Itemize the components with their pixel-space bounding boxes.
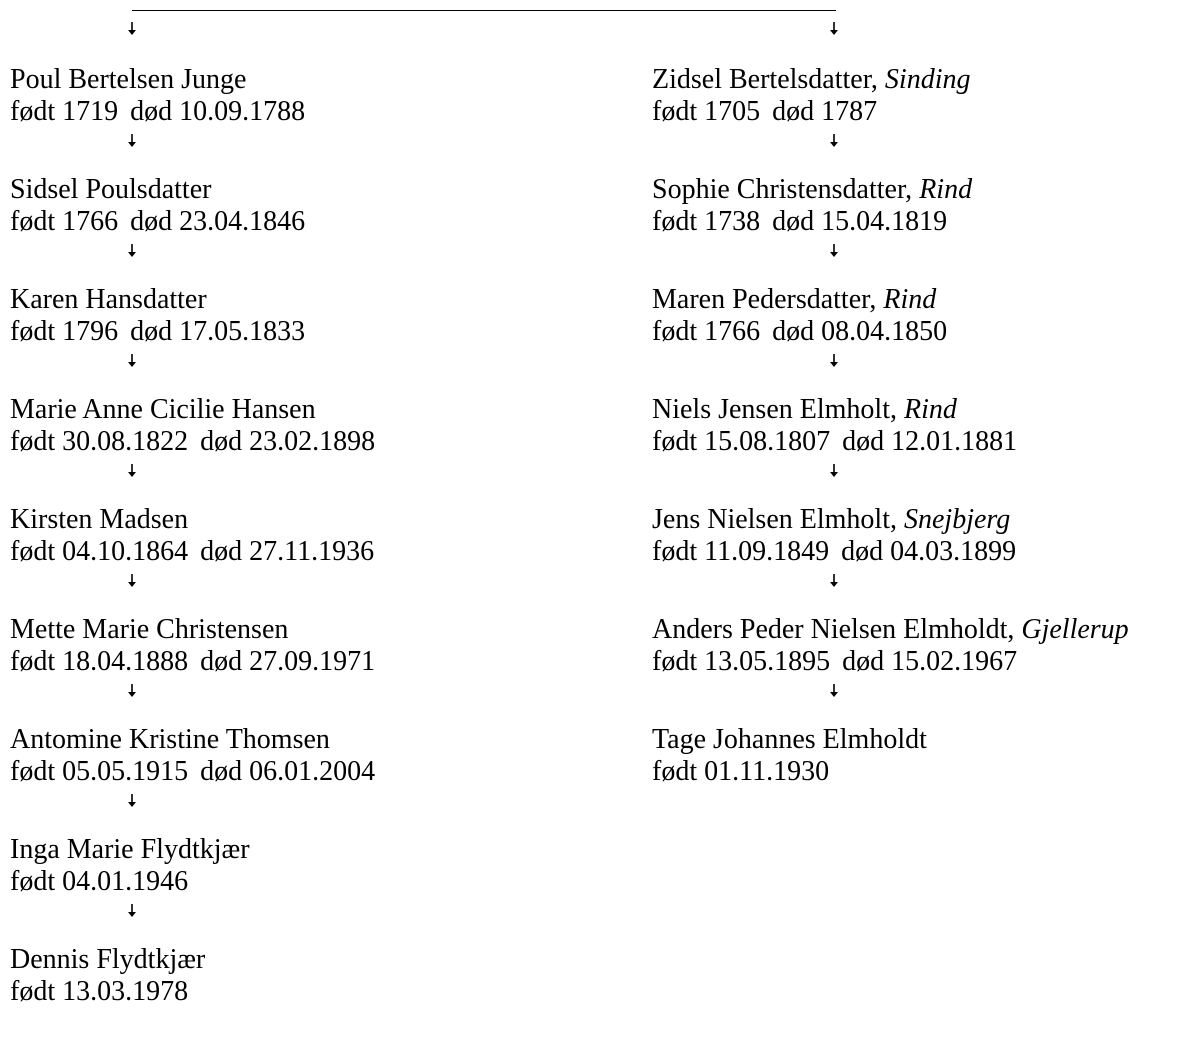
person-name-line [10, 174, 375, 206]
person-entry [10, 394, 375, 504]
person-name-line [10, 724, 375, 756]
death-label: død [200, 536, 243, 567]
birth-label: født [10, 206, 56, 237]
person-entry [652, 174, 1129, 284]
person-entry [10, 504, 375, 614]
person-dates-line [652, 316, 1129, 348]
left-lineage-column [10, 64, 375, 1054]
death-label: død [841, 536, 884, 567]
birth-label: født [652, 316, 698, 347]
person-entry [10, 944, 375, 1054]
down-arrow-icon [126, 794, 138, 808]
person-place: Gjellerup [1021, 614, 1129, 645]
down-arrow-icon [126, 134, 138, 148]
person-entry [652, 64, 1129, 174]
birth-date: 11.09.1849 [704, 536, 830, 567]
birth-date: 05.05.1915 [62, 756, 189, 787]
birth-date: 1738 [704, 206, 761, 237]
death-label: død [842, 646, 885, 677]
death-date: 27.11.1936 [249, 536, 375, 567]
person-dates-line [10, 316, 375, 348]
death-date: 08.04.1850 [821, 316, 948, 347]
person-dates-line [652, 536, 1129, 568]
person-entry [10, 64, 375, 174]
birth-label: født [10, 646, 56, 677]
down-arrow-icon [126, 22, 138, 36]
birth-label: født [652, 756, 698, 787]
person-dates-line [10, 536, 375, 568]
down-arrow-icon [126, 244, 138, 258]
birth-date: 18.04.1888 [62, 646, 189, 677]
death-label: død [130, 206, 173, 237]
birth-label: født [652, 426, 698, 457]
birth-date: 04.10.1864 [62, 536, 189, 567]
death-label: død [772, 96, 815, 127]
person-name: Maren Pedersdatter, [652, 284, 877, 315]
person-entry [10, 614, 375, 724]
death-date: 06.01.2004 [249, 756, 376, 787]
person-dates-line [10, 96, 375, 128]
person-entry [652, 724, 1129, 834]
person-dates-line [10, 206, 375, 238]
person-name-line [652, 614, 1129, 646]
person-name: Dennis Flydtkjær [10, 944, 206, 975]
person-dates-line [10, 756, 375, 788]
birth-date: 04.01.1946 [62, 866, 189, 897]
death-date: 15.04.1819 [821, 206, 948, 237]
person-dates-line [10, 866, 375, 898]
down-arrow-icon [126, 354, 138, 368]
person-dates-line [652, 206, 1129, 238]
person-entry [10, 834, 375, 944]
person-name-line [652, 724, 1129, 756]
birth-date: 13.05.1895 [704, 646, 831, 677]
person-name-line [10, 394, 375, 426]
person-name-line [10, 944, 375, 976]
person-dates-line [652, 96, 1129, 128]
person-entry [10, 284, 375, 394]
down-arrow-icon [126, 574, 138, 588]
person-entry [10, 724, 375, 834]
person-name: Niels Jensen Elmholt, [652, 394, 897, 425]
birth-label: født [10, 536, 56, 567]
person-entry [652, 394, 1129, 504]
person-name-line [652, 284, 1129, 316]
birth-label: født [10, 756, 56, 787]
person-name: Karen Hansdatter [10, 284, 207, 315]
death-label: død [772, 206, 815, 237]
birth-date: 30.08.1822 [62, 426, 189, 457]
person-entry [10, 174, 375, 284]
down-arrow-icon [126, 464, 138, 478]
person-name: Antomine Kristine Thomsen [10, 724, 330, 755]
person-name-line [10, 614, 375, 646]
birth-date: 1719 [62, 96, 119, 127]
person-name: Mette Marie Christensen [10, 614, 289, 645]
birth-date: 01.11.1930 [704, 756, 830, 787]
death-label: død [200, 646, 243, 677]
death-date: 12.01.1881 [891, 426, 1018, 457]
person-name: Sidsel Poulsdatter [10, 174, 212, 205]
death-date: 23.02.1898 [249, 426, 376, 457]
person-name: Marie Anne Cicilie Hansen [10, 394, 316, 425]
down-arrow-icon [126, 904, 138, 918]
person-place: Rind [883, 284, 937, 315]
death-date: 10.09.1788 [179, 96, 306, 127]
down-arrow-icon [126, 684, 138, 698]
person-name-line [10, 284, 375, 316]
person-name: Poul Bertelsen Junge [10, 64, 247, 95]
person-entry [652, 284, 1129, 394]
death-label: død [130, 316, 173, 347]
person-name-line [652, 504, 1129, 536]
birth-label: født [652, 96, 698, 127]
person-dates-line [10, 646, 375, 678]
person-dates-line [10, 976, 375, 1008]
death-label: død [200, 426, 243, 457]
birth-label: født [10, 96, 56, 127]
person-name: Tage Johannes Elmholdt [652, 724, 927, 755]
person-dates-line [652, 756, 1129, 788]
down-arrow-icon [828, 22, 840, 36]
birth-label: født [652, 206, 698, 237]
person-dates-line [652, 426, 1129, 458]
birth-label: født [10, 426, 56, 457]
birth-date: 1766 [704, 316, 761, 347]
person-name-line [10, 64, 375, 96]
person-name: Sophie Christensdatter, [652, 174, 913, 205]
death-date: 04.03.1899 [890, 536, 1017, 567]
person-dates-line [10, 426, 375, 458]
death-label: død [842, 426, 885, 457]
down-arrow-icon [828, 134, 840, 148]
person-entry [652, 614, 1129, 724]
death-date: 15.02.1967 [891, 646, 1018, 677]
person-place: Rind [903, 394, 957, 425]
person-name: Anders Peder Nielsen Elmholdt, [652, 614, 1015, 645]
person-place: Snejbjerg [903, 504, 1011, 535]
down-arrow-icon [828, 464, 840, 478]
birth-label: født [10, 316, 56, 347]
death-label: død [200, 756, 243, 787]
death-date: 23.04.1846 [179, 206, 306, 237]
person-dates-line [652, 646, 1129, 678]
death-date: 17.05.1833 [179, 316, 306, 347]
right-lineage-column [652, 64, 1129, 834]
death-label: død [772, 316, 815, 347]
birth-date: 13.03.1978 [62, 976, 189, 1007]
birth-date: 1766 [62, 206, 119, 237]
birth-label: født [652, 646, 698, 677]
person-name-line [10, 834, 375, 866]
down-arrow-icon [828, 574, 840, 588]
person-name-line [652, 394, 1129, 426]
death-date: 27.09.1971 [249, 646, 376, 677]
person-place: Sinding [884, 64, 971, 95]
person-place: Rind [919, 174, 973, 205]
person-entry [652, 504, 1129, 614]
top-connector-line [132, 10, 836, 11]
death-label: død [130, 96, 173, 127]
down-arrow-icon [828, 354, 840, 368]
birth-label: født [652, 536, 698, 567]
birth-label: født [10, 976, 56, 1007]
birth-date: 1796 [62, 316, 119, 347]
person-name: Kirsten Madsen [10, 504, 189, 535]
person-name: Inga Marie Flydtkjær [10, 834, 250, 865]
death-date: 1787 [821, 96, 878, 127]
birth-label: født [10, 866, 56, 897]
birth-date: 15.08.1807 [704, 426, 831, 457]
down-arrow-icon [828, 684, 840, 698]
person-name-line [652, 64, 1129, 96]
person-name-line [652, 174, 1129, 206]
person-name: Jens Nielsen Elmholt, [652, 504, 897, 535]
birth-date: 1705 [704, 96, 761, 127]
person-name: Zidsel Bertelsdatter, [652, 64, 878, 95]
person-name-line [10, 504, 375, 536]
down-arrow-icon [828, 244, 840, 258]
